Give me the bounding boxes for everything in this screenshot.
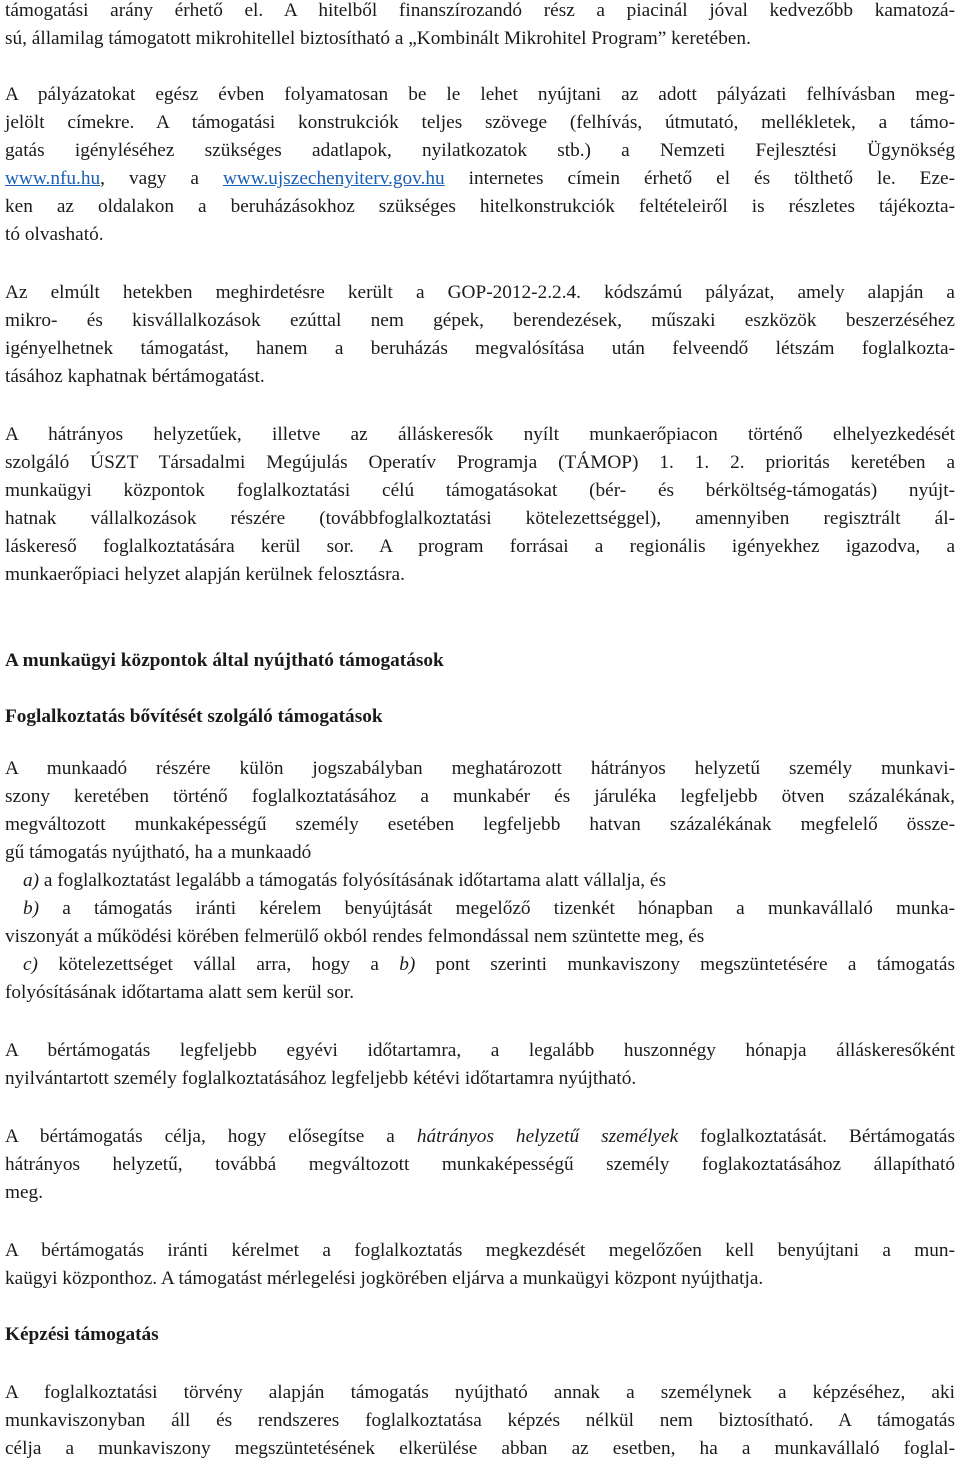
- paragraph-7-line-2: hátrányos helyzetű, továbbá megváltozott munkaképességű személy foglakoztatásához állapítható: [5, 1154, 955, 1175]
- paragraph-2-line-6: tó olvasható.: [5, 224, 104, 245]
- paragraph-5-line-1: A munkaadó részére külön jogszabályban meghatározott hátrányos helyzetű személy munkavi-: [5, 758, 955, 779]
- paragraph-7-text-start: A bértámogatás célja, hogy elősegítse a: [5, 1126, 417, 1147]
- paragraph-2-line-4: [5, 165, 955, 193]
- list-label-a: a): [23, 870, 40, 891]
- paragraph-7-line-3: meg.: [5, 1182, 44, 1203]
- section-heading: A munkaügyi központok által nyújtható támogatások: [5, 650, 444, 671]
- paragraph-2-line-2: jelölt címekre. A támogatási konstrukciók teljes szövege (felhívás, útmutató, mellékletek, a támo-: [5, 112, 955, 133]
- paragraph-8-line-1: A bértámogatás iránti kérelmet a foglalkoztatás megkezdését megelőzően kell benyújtani a mun-: [5, 1240, 955, 1261]
- list-item-a-text: a foglalkoztatást legalább a támogatás folyósításának időtartama alatt vállalja, és: [39, 870, 666, 891]
- list-item-b-text: a támogatás iránti kérelem benyújtását megelőző tizenkét hónapban a munkavállaló munka-: [39, 898, 955, 919]
- paragraph-4-line-2: szolgáló ÚSZT Társadalmi Megújulás Operatív Programja (TÁMOP) 1. 1. 2. prioritás keretében a: [5, 452, 955, 473]
- paragraph-6-line-1: A bértámogatás legfeljebb egyévi időtartamra, a legalább huszonnégy hónapja álláskeresőként: [5, 1040, 955, 1061]
- paragraph-5-line-3: megváltozott munkaképességű személy esetében legfeljebb hatvan százalékának megfelelő össze-: [5, 814, 955, 835]
- list-item-a: [23, 867, 955, 895]
- paragraph-4-line-5: láskereső foglalkoztatására kerül sor. A program forrásai a regionális igényekhez igazodva, a: [5, 536, 955, 557]
- paragraph-3-line-1: Az elmúlt hetekben meghirdetésre került a GOP-2012-2.2.4. kódszámú pályázat, amely alapján a: [5, 282, 955, 303]
- paragraph-3-line-4: tásához kaphatnak bértámogatást.: [5, 366, 265, 387]
- list-item-c-text-2: pont szerinti munkaviszony megszüntetésére a támogatás: [415, 954, 955, 975]
- paragraph-9-line-3: célja a munkaviszony megszüntetésének elkerülése abban az esetben, ha a munkavállaló foglal-: [5, 1438, 955, 1459]
- paragraph-7-text-end: foglalkoztatását. Bértámogatás: [678, 1126, 955, 1147]
- list-item-b: [23, 895, 955, 923]
- paragraph-4-line-1: A hátrányos helyzetűek, illetve az álláskeresők nyílt munkaerőpiacon történő elhelyezkedését: [5, 424, 955, 445]
- paragraph-4-line-6: munkaerőpiaci helyzet alapján kerülnek felosztásra.: [5, 564, 405, 585]
- paragraph-9-line-2: munkaviszonyban áll és rendszeres foglalkoztatása képzés nélkül nem biztosítható. A támogatás: [5, 1410, 955, 1431]
- paragraph-3-line-3: igényelhetnek támogatást, hanem a beruházás megvalósítása után felveendő létszám foglalkozta-: [5, 338, 955, 359]
- paragraph-9-line-1: A foglalkoztatási törvény alapján támogatás nyújtható annak a személynek a képzéséhez, aki: [5, 1382, 955, 1403]
- list-label-b: b): [23, 898, 40, 919]
- ujszechenyiterv-link[interactable]: www.ujszechenyiterv.gov.hu: [222, 168, 445, 189]
- paragraph-2-line-1: A pályázatokat egész évben folyamatosan be le lehet nyújtani az adott pályázati felhívásban meg-: [5, 84, 955, 105]
- list-label-c: c): [23, 954, 38, 975]
- nfu-link[interactable]: www.nfu.hu: [5, 168, 101, 189]
- paragraph-1-line-1: támogatási arány érhető el. A hitelből finanszírozandó rész a piacinál jóval kedvezőbb kamatozá-: [5, 0, 955, 21]
- paragraph-1-line-2: sú, államilag támogatott mikrohitellel biztosítható a „Kombinált Mikrohitel Program” keretében.: [5, 28, 751, 49]
- subsection-heading-employment: Foglalkoztatás bővítését szolgáló támogatások: [5, 706, 383, 727]
- link-separator-text: , vagy a: [100, 168, 223, 189]
- paragraph-2-line-5: ken az oldalakon a beruházásokhoz szükséges hitelkonstrukciók feltételeiről is részletes tájékozta-: [5, 196, 955, 217]
- paragraph-7-emphasis: hátrányos helyzetű személyek: [416, 1126, 679, 1147]
- paragraph-8-line-2: kaügyi központhoz. A támogatást mérlegelési jogkörében eljárva a munkaügyi központ nyújthatja.: [5, 1268, 764, 1289]
- subsection-heading-training: Képzési támogatás: [5, 1324, 159, 1345]
- paragraph-7-line-1: [5, 1123, 955, 1151]
- list-item-c: [23, 951, 955, 979]
- paragraph-6-line-2: nyilvántartott személy foglalkoztatásához legfeljebb kétévi időtartamra nyújtható.: [5, 1068, 637, 1089]
- paragraph-2-line-4-end: internetes címein érhető el és tölthető le. Eze-: [444, 168, 955, 189]
- paragraph-5-line-2: szony keretében történő foglalkoztatásához a munkabér és járuléka legfeljebb ötven százalékának,: [5, 786, 955, 807]
- paragraph-5-line-4: gű támogatás nyújtható, ha a munkaadó: [5, 842, 312, 863]
- list-ref-b: b): [399, 954, 416, 975]
- list-item-c-text-1: kötelezettséget vállal arra, hogy a: [37, 954, 400, 975]
- paragraph-3-line-2: mikro- és kisvállalkozások ezúttal nem gépek, berendezések, műszaki eszközök beszerzéséhez: [5, 310, 955, 331]
- paragraph-4-line-3: munkaügyi központok foglalkoztatási célú támogatásokat (bér- és bérköltség-támogatás) nyújt-: [5, 480, 955, 501]
- list-item-b-line-2: viszonyát a működési körében felmerülő okból rendes felmondással nem szüntette meg, és: [5, 926, 705, 947]
- list-item-c-line-2: folyósításának időtartama alatt sem kerül sor.: [5, 982, 355, 1003]
- paragraph-2-line-3: gatás igényléséhez szükséges adatlapok, nyilatkozatok stb.) a Nemzeti Fejlesztési Ügynökség: [5, 140, 955, 161]
- paragraph-4-line-4: hatnak vállalkozások részére (továbbfoglalkoztatási kötelezettséggel), amennyiben regisztrált ál-: [5, 508, 955, 529]
